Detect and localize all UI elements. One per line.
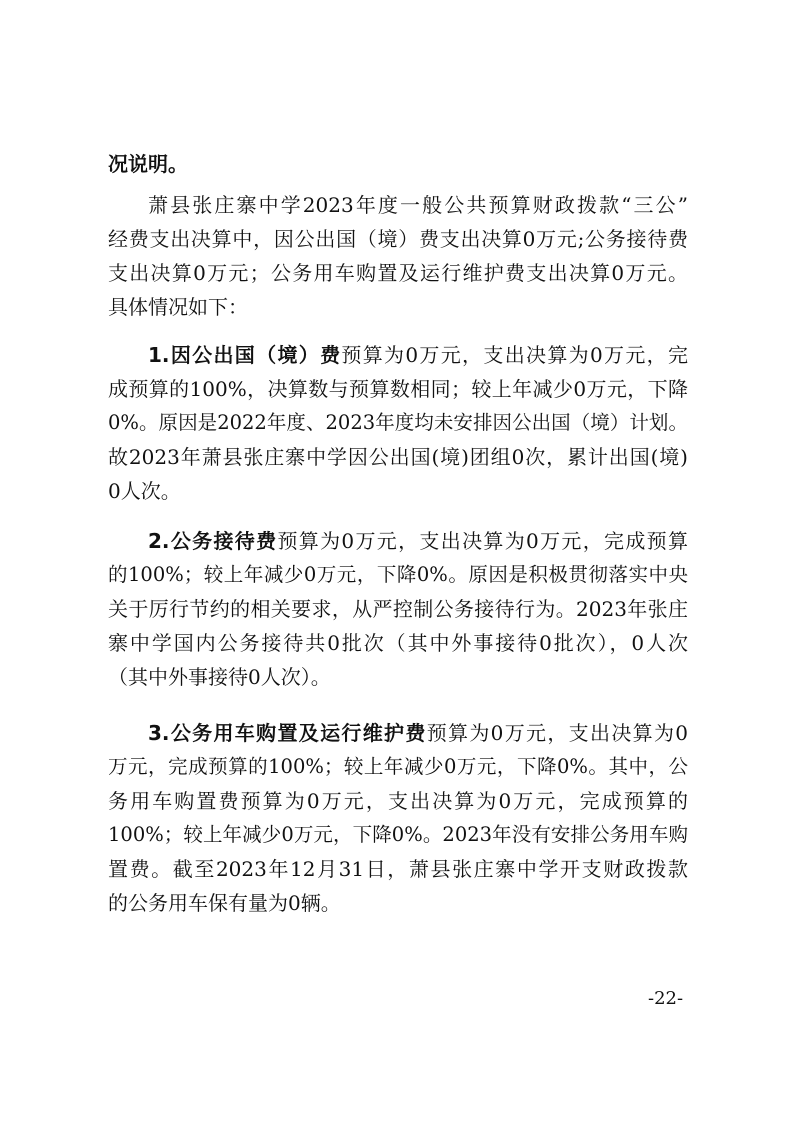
- para4-line-2: 万元，完成预算的100%；较上年减少0万元，下降0%。其中，公: [108, 755, 688, 778]
- para4-lead: 3.公务用车购置及运行维护费: [148, 721, 427, 745]
- para4-line-6: 的公务用车保有量为0辆。: [108, 891, 341, 915]
- para3-line-5: （其中外事接待0人次）。: [108, 665, 331, 689]
- para2-line-5: 0人次。: [108, 479, 181, 503]
- para4-first-rest: 预算为0万元，支出决算为0: [426, 721, 689, 745]
- para2-line-4: 故2023年萧县张庄寨中学因公出国(境)团组0次，累计出国(境): [108, 445, 688, 469]
- para1-line-3: 支出决算0万元；公务用车购置及运行维护费支出决算0万元。: [108, 261, 688, 285]
- para3-line-1: [148, 524, 688, 558]
- para1-line-4: 具体情况如下：: [108, 295, 248, 319]
- para3-lead: 2.公务接待费: [148, 529, 278, 553]
- para4-line-1: [148, 716, 688, 750]
- para3-first-rest: 预算为0万元，支出决算为0万元，完成预算: [277, 529, 689, 553]
- para2-first-rest: 预算为0万元，支出决算为0万元，完: [341, 343, 688, 367]
- section-heading-tail: 况说明。: [108, 152, 188, 176]
- para3-line-2: 的100%；较上年减少0万元，下降0%。原因是积极贯彻落实中央: [108, 563, 688, 586]
- para2-lead: 1.因公出国（境）费: [148, 343, 342, 367]
- para4-line-4: 100%；较上年减少0万元，下降0%。2023年没有安排公务用车购: [108, 823, 688, 846]
- page-number: -22-: [648, 988, 684, 1009]
- para3-line-4: 寨中学国内公务接待共0批次（其中外事接待0批次），0人次: [108, 631, 688, 655]
- para2-line-2: 成预算的100%，决算数与预算数相同；较上年减少0万元，下降: [108, 377, 688, 401]
- para1-line-1: 萧县张庄寨中学2023年度一般公共预算财政拨款“三公”: [148, 193, 688, 217]
- para3-line-3: 关于厉行节约的相关要求，从严控制公务接待行为。2023年张庄: [108, 597, 688, 621]
- para4-line-3: 务用车购置费预算为0万元，支出决算为0万元，完成预算的: [108, 789, 688, 813]
- para1-line-2: 经费支出决算中，因公出国（境）费支出决算0万元;公务接待费: [108, 227, 688, 251]
- para4-line-5: 置费。截至2023年12月31日，萧县张庄寨中学开支财政拨款: [108, 857, 688, 881]
- para2-line-1: [148, 338, 688, 372]
- para2-line-3: 0%。原因是2022年度、2023年度均未安排因公出国（境）计划。: [108, 411, 688, 434]
